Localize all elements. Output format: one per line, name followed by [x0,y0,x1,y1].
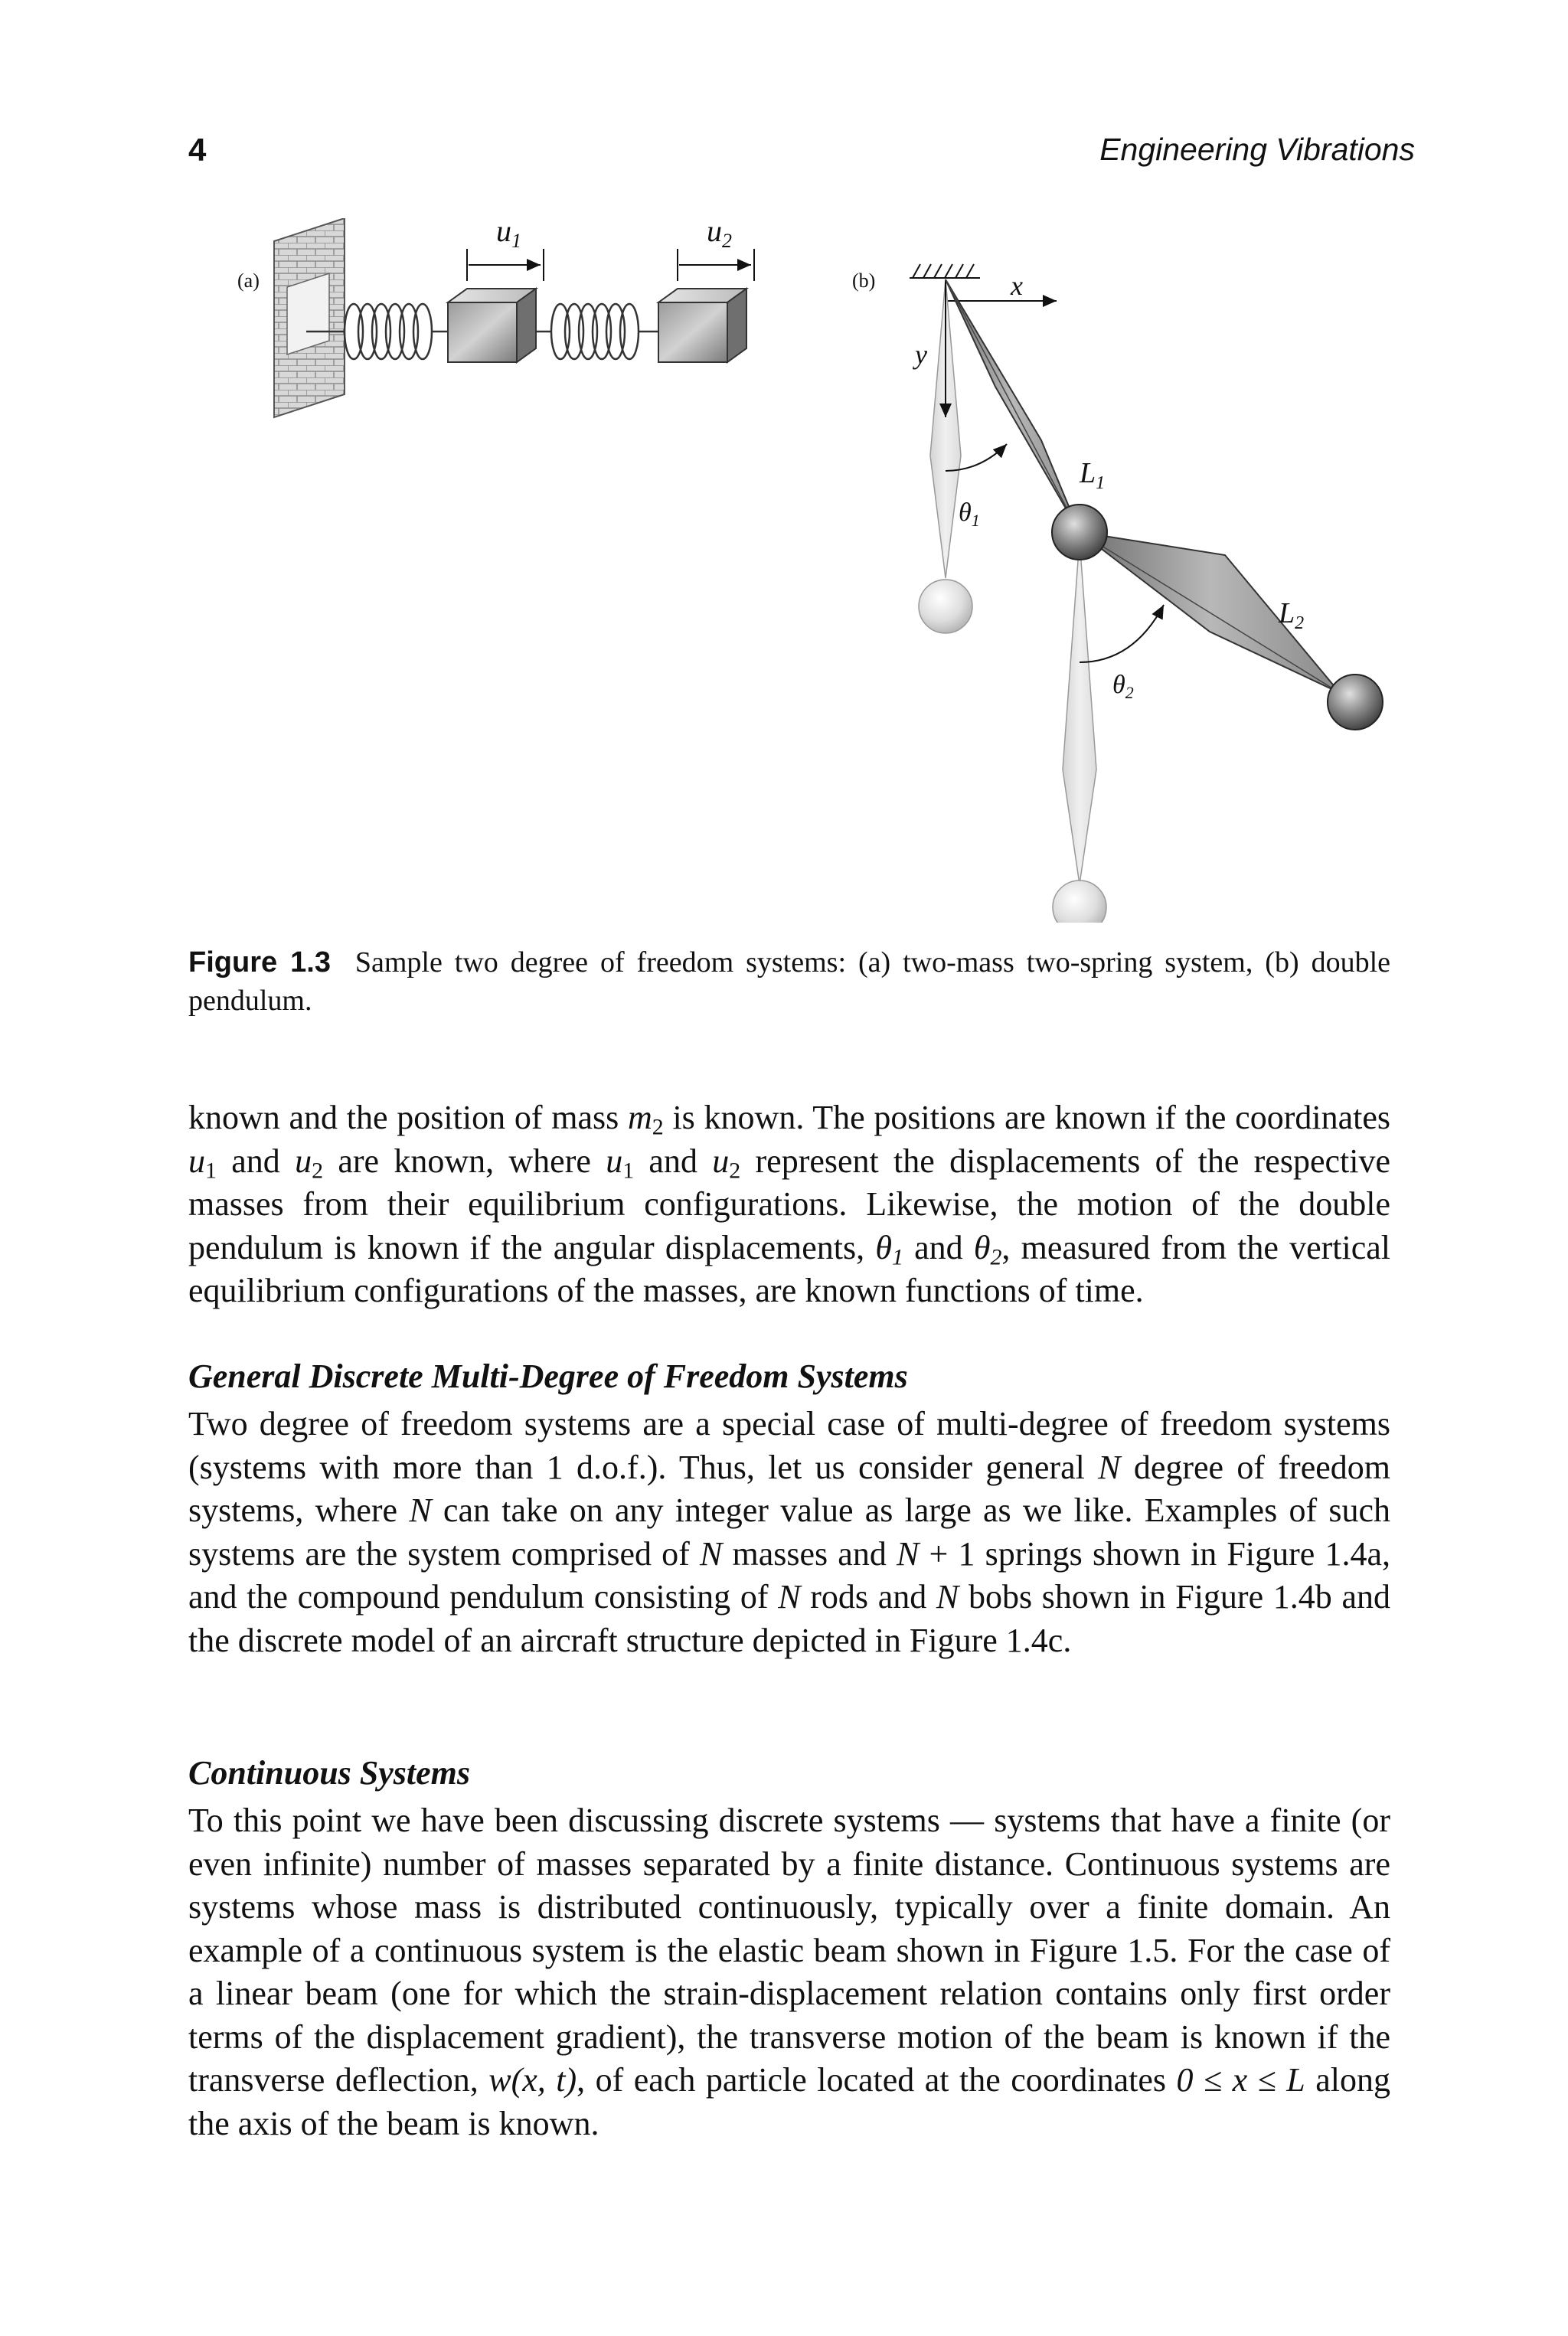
page-number: 4 [188,132,207,168]
section-heading-continuous: Continuous Systems [188,1754,471,1792]
x-axis-label: x [1011,270,1023,301]
mass-1 [448,289,536,362]
spring-2 [536,304,665,359]
y-axis-label: y [915,339,927,370]
panel-b-label: (b) [852,270,876,292]
panel-a-label: (a) [237,270,260,292]
running-title: Engineering Vibrations [1099,132,1415,167]
mass-2 [658,289,746,362]
bob-1 [1052,505,1107,560]
L1-label: $L_1$ [1080,457,1106,493]
L2-label: $L_2$ [1279,597,1305,633]
rest-rod-2 [1063,540,1096,884]
caption-text: Sample two degree of freedom systems: (a) two-mass two-spring system, (b) double pendulum. [188,946,1390,1017]
paragraph-3: To this point we have been discussing discrete systems — systems that have a finite (or even infinite) number of masses separated by a finite distance. Continuous systems are systems whose mass is distributed continuously, typically over a finite domain. An example of a continuous system is the elastic beam shown in Figure 1.5. For the case of a linear beam (one for which the strain-displacement relation contains only first order terms of the displacement gradient), the transverse motion of the beam is known if the transverse deflection, w(x, t), of each particle located at the coordinates 0 ≤ x ≤ L along the axis of the beam is known. [188,1802,1391,2142]
figure-caption [188,943,1390,1020]
theta1-label: $\theta_1$ [959,498,980,530]
section-heading-discrete-mdof: General Discrete Multi-Degree of Freedom Systems [188,1357,908,1395]
panel-a-diagram [237,218,754,417]
u1-label: $u_1$ [496,218,521,252]
u2-label: $u_2$ [707,218,732,252]
brick-wall [274,218,345,417]
paragraph-2: Two degree of freedom systems are a special case of multi-degree of freedom systems (systems with more than 1 d.o.f.). Thus, let us consider general N degree of freedom systems, where N can take on any integer value as large as we like. Examples of such systems are the system comprised of N masses and N + 1 springs shown in Figure 1.4a, and the compound pendulum consisting of N rods and N bobs shown in Figure 1.4b and the discrete model of an aircraft structure depicted in Figure 1.4c. [188,1405,1390,1659]
caption-label: Figure 1.3 [188,946,331,979]
bob-2 [1328,675,1383,730]
ceiling-support [910,264,980,278]
theta2-arc [1080,605,1164,662]
paragraph-1: known and the position of mass $m_2$ is known. The positions are known if the coordinates $u_1$ and $u_2$ are known, where $u_1$ and $u_2$ represent the displacements of the respective masses from their equilibrium configurations. Likewise, the motion of the double pendulum is known if the angular displacements, $\theta_1$ and $\theta_2$, measured from the vertical equilibrium configurations of the masses, are known functions of time. [188,1099,1391,1309]
u2-dimension [678,249,754,281]
rest-bob-1 [919,580,972,633]
panel-b-diagram [852,264,1383,923]
rest-bob-2 [1053,880,1106,923]
figure-1-3 [214,218,1424,923]
u1-dimension [467,249,544,281]
theta2-label: $\theta_2$ [1112,671,1134,702]
